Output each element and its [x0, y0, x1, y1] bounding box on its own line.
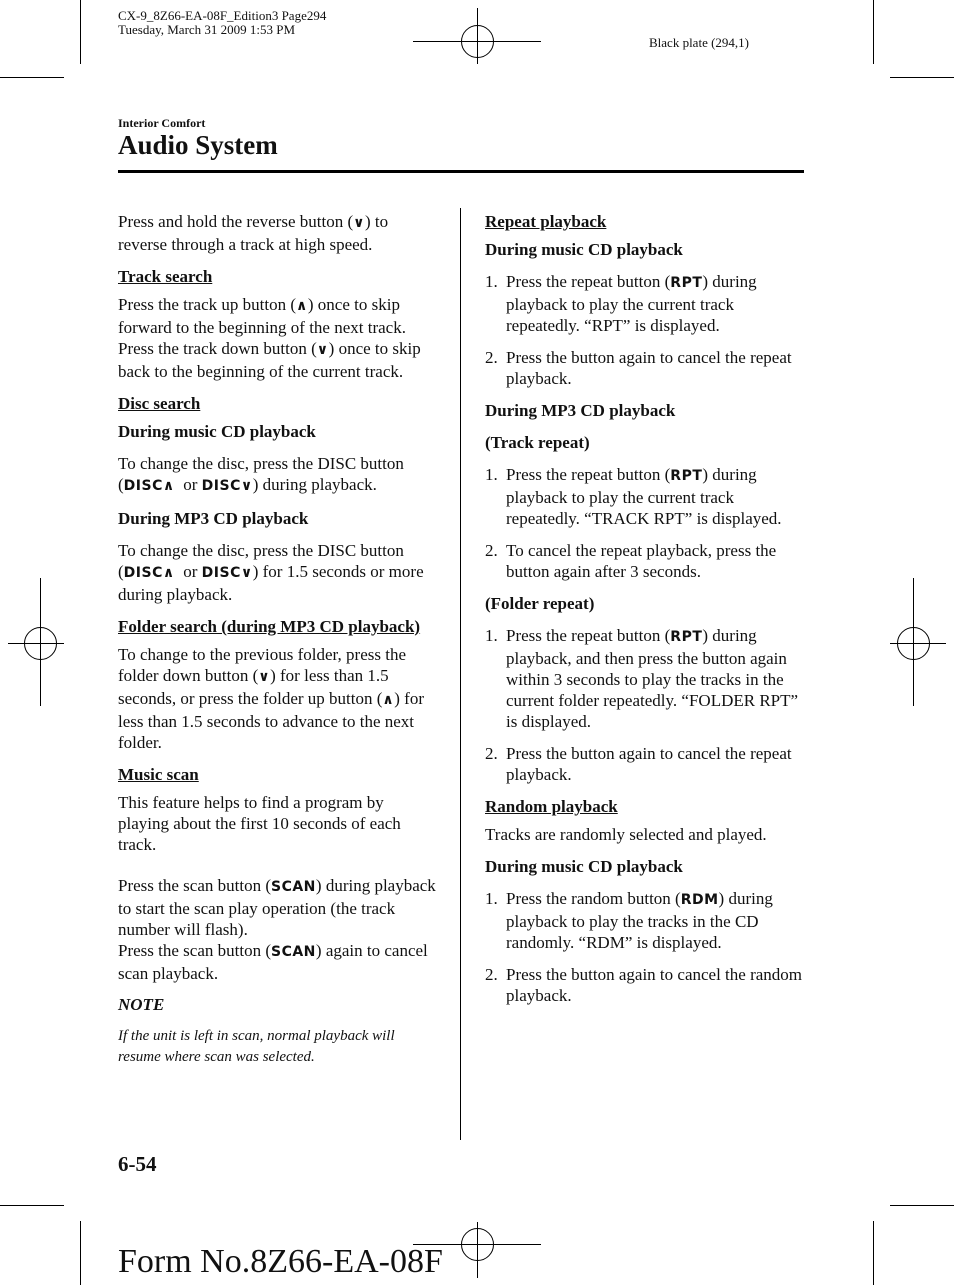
registration-mark — [897, 627, 930, 660]
folder-down-icon: ∨ — [258, 669, 271, 685]
track-up-icon: ∧ — [296, 298, 308, 314]
crop-mark — [0, 1205, 64, 1206]
crop-mark — [80, 0, 81, 64]
paragraph: Tracks are randomly selected and played. — [485, 825, 767, 844]
random-icon: RDM — [680, 892, 719, 908]
disc-up-icon: DISC∧ — [123, 565, 175, 581]
note-text: If the unit is left in scan, normal playback will resume where scan was selected. — [118, 1028, 395, 1065]
subheading: During MP3 CD playback — [118, 509, 309, 528]
list-item: 2. Press the button again to cancel the repeat playback. — [485, 744, 792, 784]
right-column — [485, 211, 805, 1017]
scan-icon: SCAN — [270, 879, 316, 895]
paragraph: Press the scan button (SCAN) during playback to start the scan play operation (the track number will flash). — [118, 876, 436, 939]
step-list — [485, 888, 805, 1006]
list-item: 1. Press the random button (RDM) during playback to play the tracks in the CD randomly. “RDM” is displayed. — [485, 889, 773, 952]
subheading: During MP3 CD playback — [485, 401, 676, 420]
paragraph: This feature helps to find a program by playing about the first 10 seconds of each track. — [118, 793, 401, 854]
paragraph: Press the scan button (SCAN) again to cancel scan playback. — [118, 941, 428, 983]
paragraph: Press and hold the reverse button (∨) to reverse through a track at high speed. — [118, 212, 389, 254]
plate-label: Black plate (294,1) — [649, 35, 749, 50]
paragraph: To change to the previous folder, press the folder down button (∨) for less than 1.5 seconds, or press the folder up button (∧) for less than 1.5 seconds to advance to the next folder. — [118, 645, 424, 752]
subheading: During music CD playback — [485, 857, 683, 876]
subheading: During music CD playback — [485, 240, 683, 259]
paragraph: To change the disc, press the DISC button (DISC∧ or DISC∨) for 1.5 seconds or more during playback. — [118, 541, 424, 604]
heading-random-playback: Random playback — [485, 797, 618, 816]
subheading: During music CD playback — [118, 422, 316, 441]
repeat-icon: RPT — [670, 275, 703, 291]
track-down-icon: ∨ — [316, 342, 329, 358]
heading-track-search: Track search — [118, 267, 213, 286]
list-item: 2. Press the button again to cancel the random playback. — [485, 965, 802, 1005]
heading-folder-search: Folder search (during MP3 CD playback) — [118, 617, 421, 636]
registration-mark — [461, 1228, 494, 1261]
registration-mark — [461, 25, 494, 58]
heading-music-scan: Music scan — [118, 765, 199, 784]
registration-mark — [24, 627, 57, 660]
print-date: Tuesday, March 31 2009 1:53 PM — [118, 22, 296, 37]
list-item: 1. Press the repeat button (RPT) during playback to play the current track repeatedly. “TRACK RPT” is displayed. — [485, 465, 782, 528]
section-label: Interior Comfort — [118, 116, 206, 130]
repeat-icon: RPT — [670, 629, 703, 645]
crop-mark — [873, 1221, 874, 1285]
track-down-icon: ∨ — [353, 215, 365, 231]
folder-up-icon: ∧ — [382, 692, 395, 708]
heading-disc-search: Disc search — [118, 394, 201, 413]
disc-down-icon: DISC∨ — [201, 478, 253, 494]
list-item: 1. Press the repeat button (RPT) during playback to play the current track repeatedly. “RPT” is displayed. — [485, 272, 757, 335]
crop-mark — [0, 77, 64, 78]
page-number: 6-54 — [118, 1152, 157, 1176]
disc-up-icon: DISC∧ — [123, 478, 175, 494]
step-list — [485, 464, 805, 582]
column-divider — [460, 208, 461, 1140]
note-heading: NOTE — [118, 995, 165, 1014]
crop-mark — [890, 1205, 954, 1206]
title-rule — [118, 170, 804, 173]
list-item: 2. Press the button again to cancel the repeat playback. — [485, 348, 792, 388]
repeat-icon: RPT — [670, 468, 703, 484]
page-title: Audio System — [118, 130, 278, 160]
paragraph: Press the track up button (∧) once to skip forward to the beginning of the next track. Press the track down button (∨) once to skip back to the beginning of the current track. — [118, 295, 421, 381]
paragraph: To change the disc, press the DISC button (DISC∧ or DISC∨) during playback. — [118, 454, 404, 494]
crop-mark — [890, 77, 954, 78]
subheading: (Track repeat) — [485, 433, 590, 452]
left-column — [118, 211, 438, 1068]
subheading: (Folder repeat) — [485, 594, 595, 613]
list-item: 1. Press the repeat button (RPT) during playback, and then press the button again within 3 seconds to play the tracks in the current folder repeatedly. “FOLDER RPT” is displayed. — [485, 626, 799, 731]
list-item: 2. To cancel the repeat playback, press the button again after 3 seconds. — [485, 541, 777, 581]
form-number: Form No.8Z66-EA-08F — [118, 1243, 443, 1280]
step-list — [485, 271, 805, 389]
crop-mark — [873, 0, 874, 64]
disc-down-icon: DISC∨ — [201, 565, 253, 581]
heading-repeat-playback: Repeat playback — [485, 212, 607, 231]
step-list — [485, 625, 805, 785]
doc-id: CX-9_8Z66-EA-08F_Edition3 Page294 — [118, 8, 327, 23]
crop-mark — [80, 1221, 81, 1285]
scan-icon: SCAN — [270, 944, 316, 960]
